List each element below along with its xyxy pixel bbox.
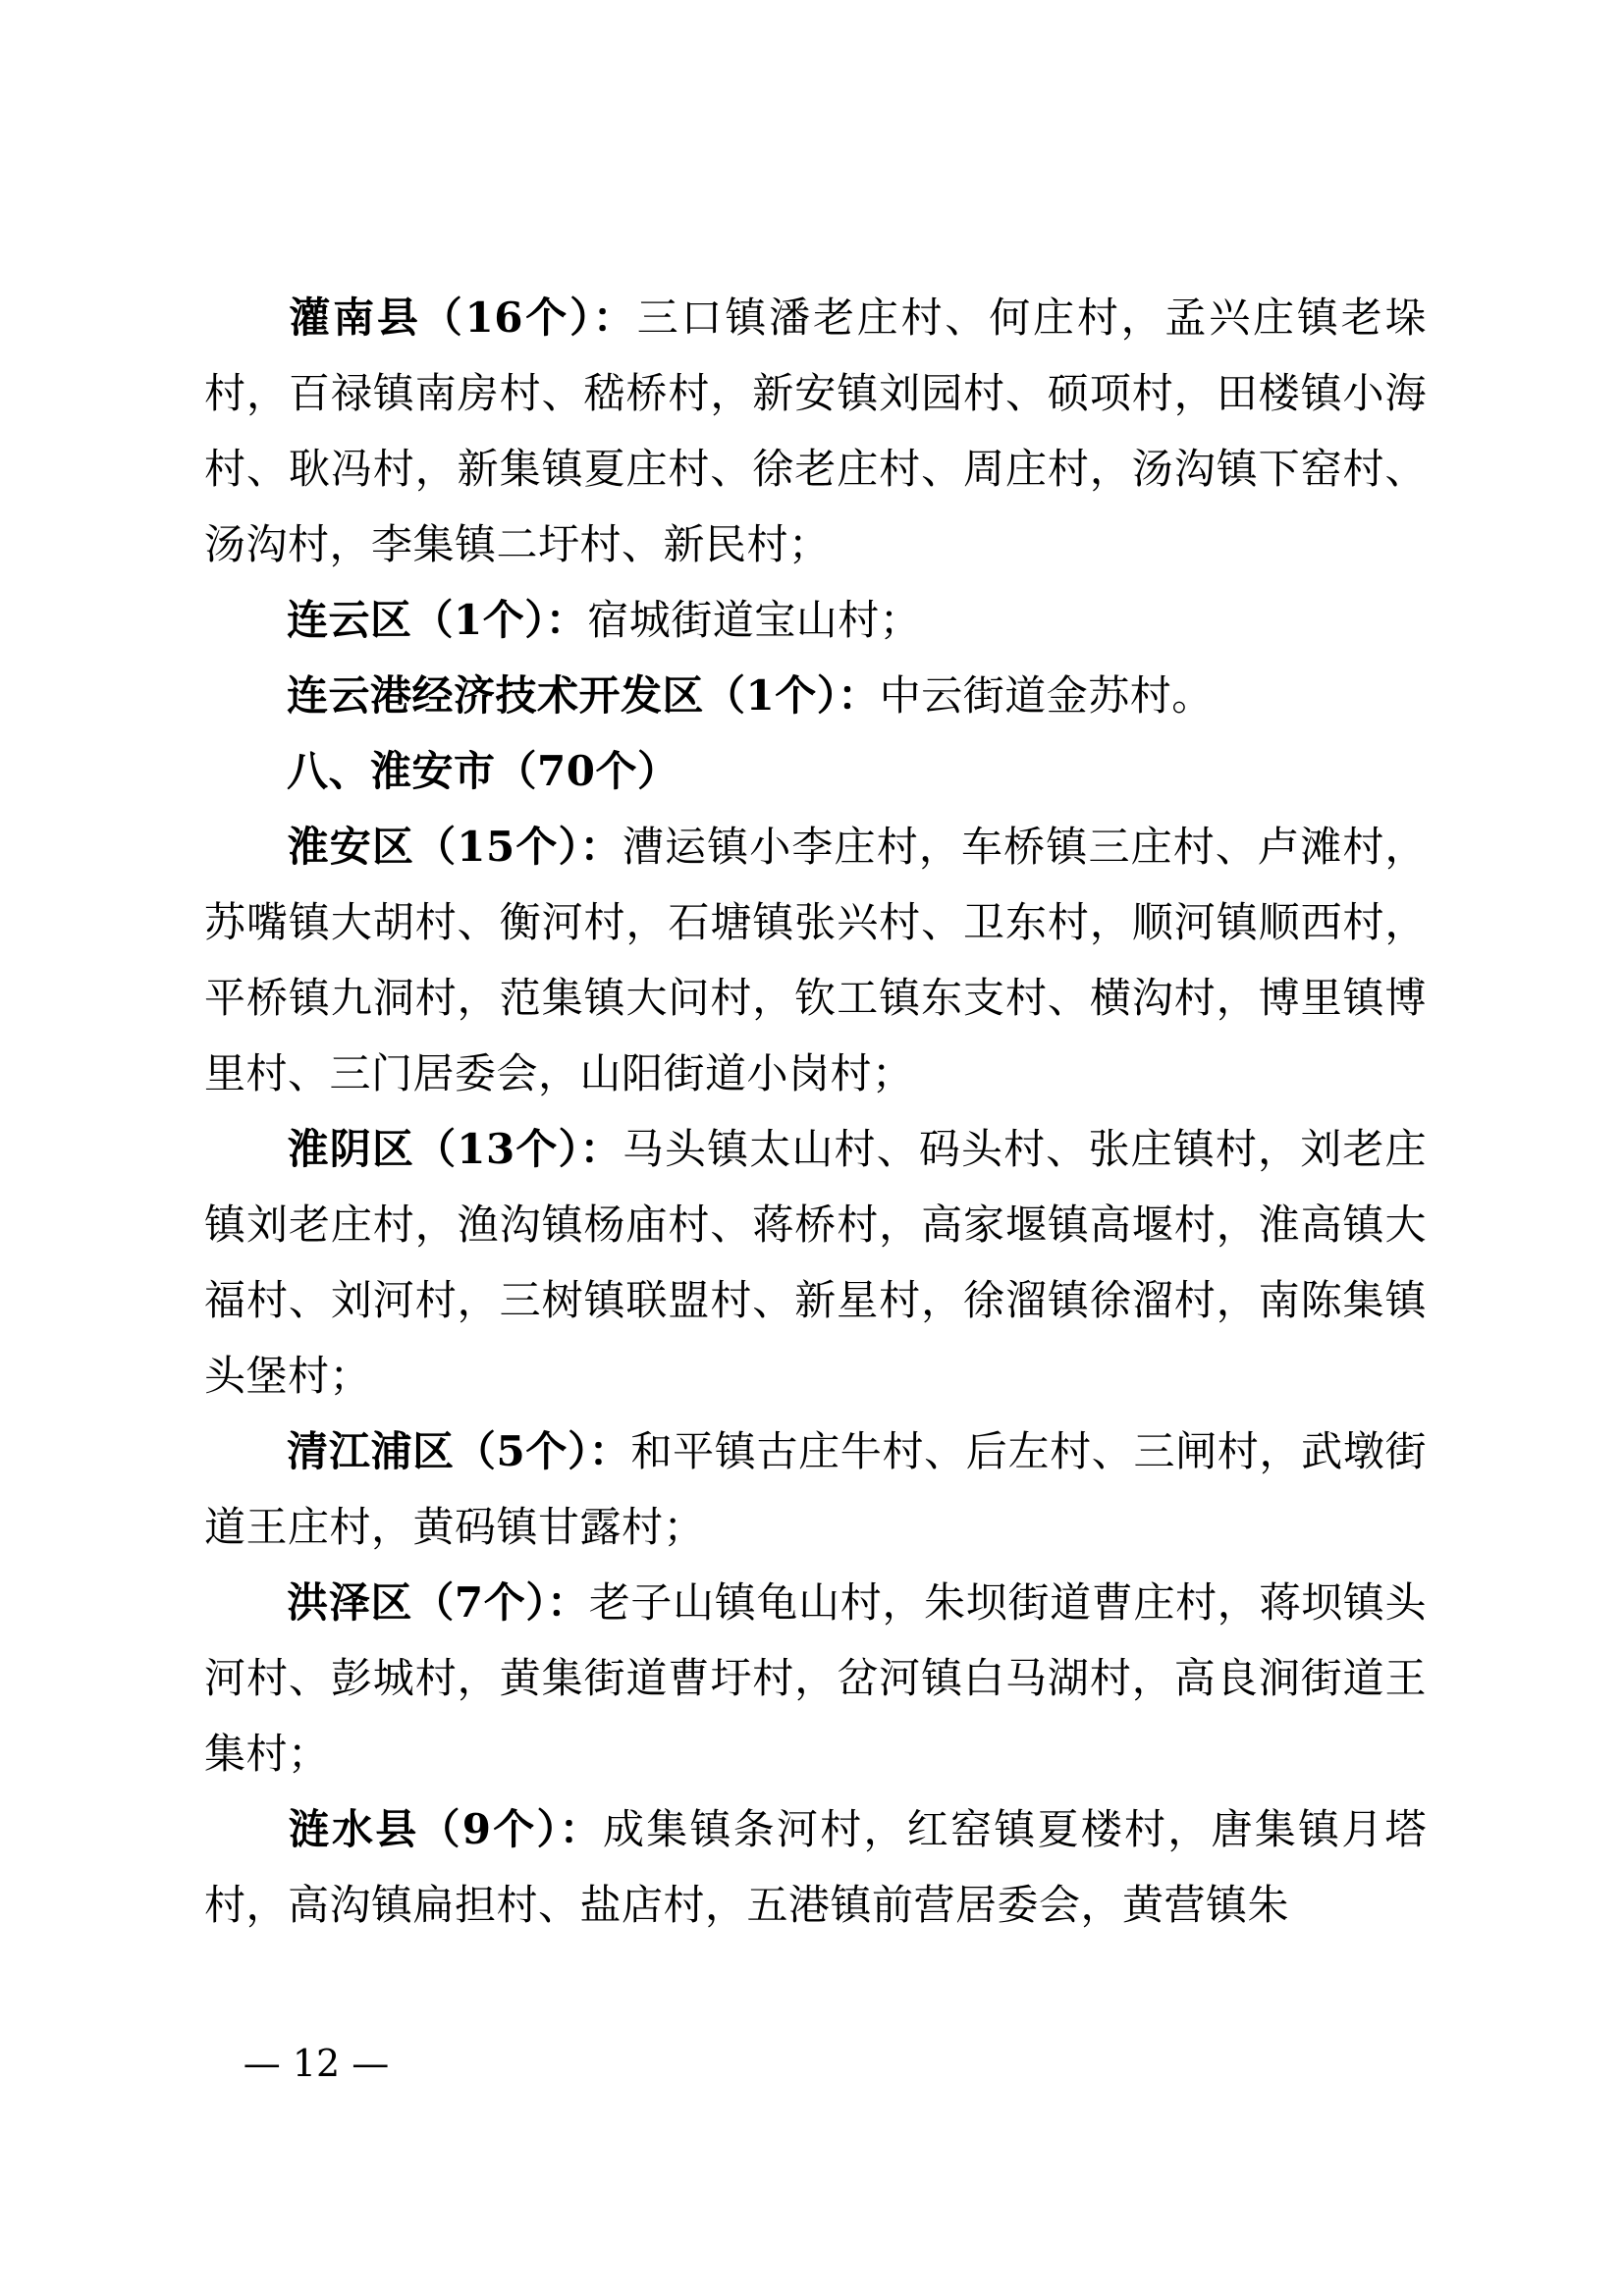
region-body-qingjiangpu: 和平镇古庄牛村、后左村、三闸村，武墩街道王庄村，黄码镇甘露村；	[204, 1427, 1427, 1551]
region-label-guannan: 灌南县	[287, 294, 421, 342]
paragraph-hongze	[204, 1565, 1427, 1791]
paragraph-huaian-qu	[204, 809, 1427, 1111]
page-number	[0, 2042, 1624, 2085]
region-count-hongze: （7个）：	[412, 1578, 589, 1627]
region-count-lianyun: （1个）：	[411, 596, 588, 644]
region-body-hongze: 老子山镇龟山村，朱坝街道曹庄村，蒋坝镇头河村、彭城村，黄集街道曹圩村，岔河镇白马湖村，高良涧街道王集村；	[204, 1578, 1427, 1778]
region-count-lianshui: （9个）：	[418, 1805, 603, 1853]
region-label-lianshui: 涟水县	[287, 1805, 419, 1853]
region-count-qingjiangpu: （5个）：	[454, 1427, 631, 1475]
region-count-lianyungang-kfq: （1个）：	[704, 671, 880, 720]
paragraph-lianyun	[204, 582, 1427, 658]
region-body-huaian-qu: 漕运镇小李庄村，车桥镇三庄村、卢滩村，苏嘴镇大胡村、衡河村，石塘镇张兴村、卫东村，顺河镇顺西村，平桥镇九洞村，范集镇大问村，钦工镇东支村、横沟村，博里镇博里村、三门居委会，山阳街道小岗村；	[204, 823, 1427, 1097]
region-count-huaian-qu: （15个）：	[414, 823, 623, 871]
region-label-huaian-qu: 淮安区	[287, 823, 415, 871]
region-count-guannan: （16个）：	[420, 294, 637, 342]
region-label-qingjiangpu: 清江浦区	[287, 1427, 455, 1475]
paragraph-lianyungang-kfq	[204, 658, 1427, 733]
section-count-huaian: （70个）	[495, 747, 679, 795]
region-body-lianyun: 宿城街道宝山村；	[587, 596, 922, 644]
paragraph-huaiyin	[204, 1111, 1427, 1414]
document-body	[204, 280, 1427, 1943]
paragraph-guannan	[204, 280, 1427, 582]
region-body-huaiyin: 马头镇太山村、码头村、张庄镇村，刘老庄镇刘老庄村，渔沟镇杨庙村、蒋桥村，高家堰镇高堰村，淮高镇大福村、刘河村，三树镇联盟村、新星村，徐溜镇徐溜村，南陈集镇头堡村；	[204, 1125, 1427, 1400]
region-label-lianyungang-kfq: 连云港经济技术开发区	[287, 671, 705, 720]
region-label-hongze: 洪泽区	[287, 1578, 413, 1627]
region-count-huaiyin: （13个）：	[414, 1125, 623, 1173]
paragraph-lianshui	[204, 1791, 1427, 1943]
region-label-huaiyin: 淮阴区	[287, 1125, 415, 1173]
region-body-lianyungang-kfq: 中云街道金苏村。	[879, 671, 1214, 720]
section-heading-huaian	[204, 733, 1427, 809]
region-body-lianshui: 成集镇条河村，红窑镇夏楼村，唐集镇月塔村，高沟镇扁担村、盐店村，五港镇前营居委会，黄营镇朱	[204, 1805, 1427, 1929]
region-label-lianyun: 连云区	[287, 596, 412, 644]
paragraph-qingjiangpu	[204, 1414, 1427, 1565]
page-number-text: — 12 —	[243, 2042, 390, 2085]
region-body-guannan: 三口镇潘老庄村、何庄村，孟兴庄镇老垛村，百禄镇南房村、嵇桥村，新安镇刘园村、硕项村，田楼镇小海村、耿冯村，新集镇夏庄村、徐老庄村、周庄村，汤沟镇下窑村、汤沟村，李集镇二圩村、新民村；	[204, 294, 1427, 568]
section-label-huaian: 八、淮安市	[287, 747, 496, 795]
